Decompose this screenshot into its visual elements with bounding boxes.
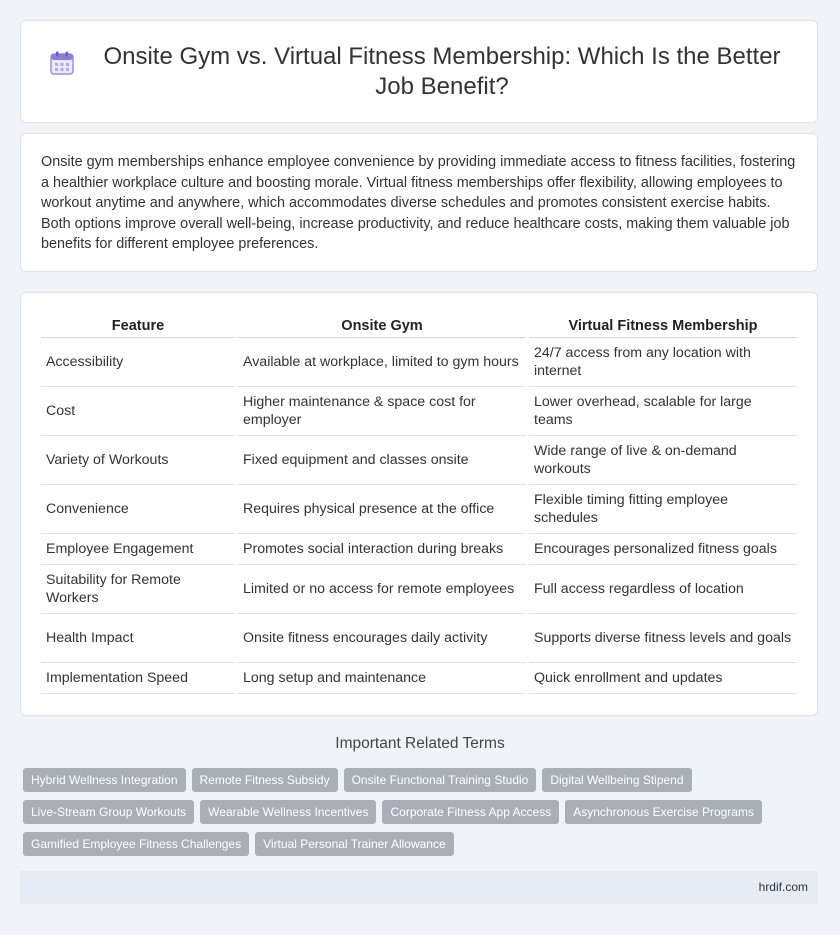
title-card <box>20 20 818 123</box>
feature-cell: Employee Engagement <box>41 534 235 565</box>
onsite-cell: Promotes social interaction during breaks <box>238 534 526 565</box>
feature-cell: Variety of Workouts <box>41 436 235 485</box>
onsite-cell: Higher maintenance & space cost for employer <box>238 387 526 436</box>
virtual-cell: Lower overhead, scalable for large teams <box>529 387 797 436</box>
virtual-cell: Full access regardless of location <box>529 565 797 614</box>
onsite-cell: Onsite fitness encourages daily activity <box>238 614 526 663</box>
related-term-tag[interactable]: Live-Stream Group Workouts <box>23 800 194 824</box>
related-term-tag[interactable]: Wearable Wellness Incentives <box>200 800 376 824</box>
related-terms-list <box>23 768 803 864</box>
footer-site-link[interactable]: hrdif.com <box>758 880 808 894</box>
related-term-tag[interactable]: Onsite Functional Training Studio <box>344 768 537 792</box>
related-term-tag[interactable]: Virtual Personal Trainer Allowance <box>255 832 454 856</box>
summary-text: Onsite gym memberships enhance employee convenience by providing immediate access to fitness facilities, fostering a healthier workplace culture and boosting morale. Virtual fitness memberships offer flexibility, allowing employees to workout anytime and anywhere, which accommodates diverse schedules and promotes consistent exercise habits. Both options improve overall well-being, increase productivity, and reduce healthcare costs, making them valuable job benefits for different employee preferences. <box>41 154 796 252</box>
table-row <box>41 338 797 387</box>
table-row <box>41 663 797 694</box>
table-row <box>41 387 797 436</box>
summary-card <box>20 133 818 272</box>
related-term-tag[interactable]: Asynchronous Exercise Programs <box>565 800 762 824</box>
footer <box>20 871 818 904</box>
table-row <box>41 485 797 534</box>
feature-cell: Accessibility <box>41 338 235 387</box>
header-onsite-gym: Onsite Gym <box>238 315 526 338</box>
virtual-cell: Quick enrollment and updates <box>529 663 797 694</box>
page-title: Onsite Gym vs. Virtual Fitness Membership: Which Is the Better Job Benefit? <box>103 42 781 100</box>
table-row <box>41 436 797 485</box>
virtual-cell: Flexible timing fitting employee schedules <box>529 485 797 534</box>
related-terms-heading: Important Related Terms <box>335 735 505 752</box>
calendar-icon <box>49 50 75 76</box>
comparison-table <box>38 315 800 694</box>
onsite-cell: Long setup and maintenance <box>238 663 526 694</box>
related-term-tag[interactable]: Gamified Employee Fitness Challenges <box>23 832 249 856</box>
table-row <box>41 534 797 565</box>
onsite-cell: Limited or no access for remote employees <box>238 565 526 614</box>
related-term-tag[interactable]: Hybrid Wellness Integration <box>23 768 186 792</box>
header-feature: Feature <box>41 315 235 338</box>
feature-cell: Health Impact <box>41 614 235 663</box>
related-term-tag[interactable]: Digital Wellbeing Stipend <box>542 768 691 792</box>
related-term-tag[interactable]: Remote Fitness Subsidy <box>192 768 338 792</box>
table-row <box>41 565 797 614</box>
onsite-cell: Available at workplace, limited to gym hours <box>238 338 526 387</box>
virtual-cell: Supports diverse fitness levels and goals <box>529 614 797 663</box>
feature-cell: Suitability for Remote Workers <box>41 565 235 614</box>
related-term-tag[interactable]: Corporate Fitness App Access <box>382 800 559 824</box>
onsite-cell: Requires physical presence at the office <box>238 485 526 534</box>
feature-cell: Cost <box>41 387 235 436</box>
feature-cell: Implementation Speed <box>41 663 235 694</box>
table-row <box>41 614 797 663</box>
comparison-table-card <box>20 292 818 716</box>
feature-cell: Convenience <box>41 485 235 534</box>
virtual-cell: 24/7 access from any location with internet <box>529 338 797 387</box>
virtual-cell: Encourages personalized fitness goals <box>529 534 797 565</box>
virtual-cell: Wide range of live & on-demand workouts <box>529 436 797 485</box>
onsite-cell: Fixed equipment and classes onsite <box>238 436 526 485</box>
table-header-row <box>41 315 797 338</box>
header-virtual-fitness: Virtual Fitness Membership <box>529 315 797 338</box>
